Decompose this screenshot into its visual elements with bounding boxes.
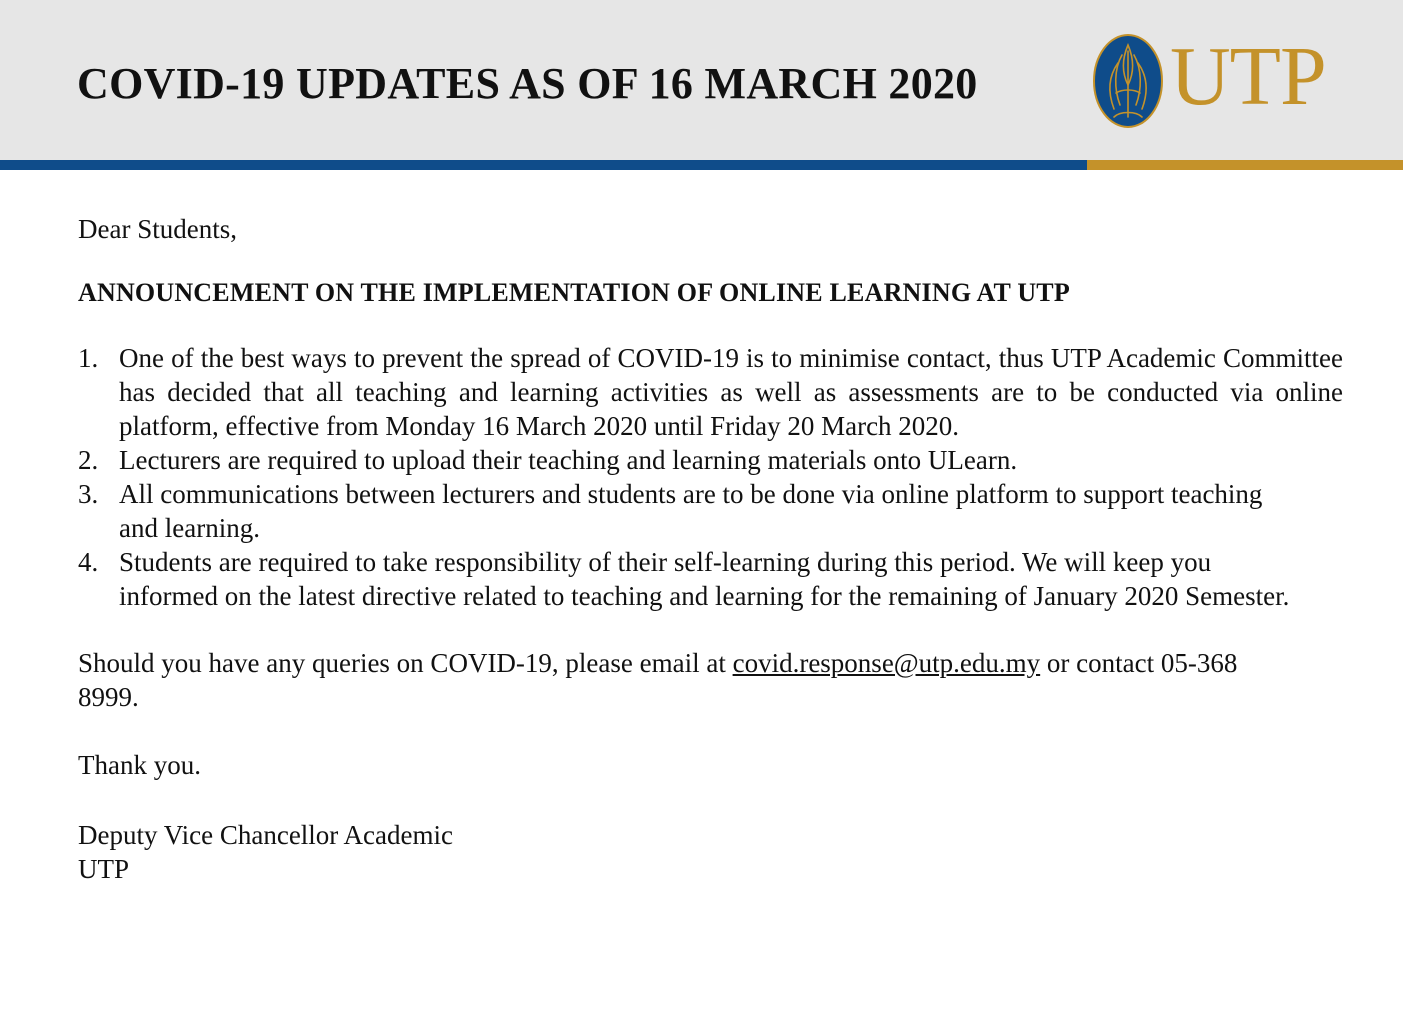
list-item-number: 4. xyxy=(78,547,99,577)
list-item xyxy=(78,545,1344,613)
contact-suffix: or contact 05-368 8999. xyxy=(78,648,1238,712)
page-title: COVID-19 UPDATES AS OF 16 MARCH 2020 xyxy=(77,59,978,108)
announcement-subject: ANNOUNCEMENT ON THE IMPLEMENTATION OF ONLINE LEARNING AT UTP xyxy=(78,278,1070,307)
signature-block xyxy=(78,818,1344,886)
utp-logo xyxy=(1092,30,1342,133)
letter-body xyxy=(78,212,1344,886)
list-item-number: 2. xyxy=(78,445,99,475)
utp-emblem-icon xyxy=(1092,33,1164,129)
list-item xyxy=(78,341,1344,443)
announcement-points xyxy=(78,341,1344,613)
divider-secondary xyxy=(1087,160,1403,170)
list-item xyxy=(78,477,1344,545)
list-item-text: One of the best ways to prevent the spread of COVID-19 is to minimise contact, thus UTP Academic Committee has decided that all teaching and learning activities as well as assessments are to be conducted via online platform, effective from Monday 16 March 2020 until Friday 20 March 2020. xyxy=(119,343,1343,441)
list-item xyxy=(78,443,1344,477)
contact-prefix: Should you have any queries on COVID-19, please email at xyxy=(78,648,733,678)
list-item-number: 3. xyxy=(78,479,99,509)
list-item-text: All communications between lecturers and students are to be done via online platform to support teaching and learning. xyxy=(119,479,1263,543)
header-banner xyxy=(0,0,1403,160)
signature-org: UTP xyxy=(78,854,130,884)
contact-email-link[interactable]: covid.response@utp.edu.my xyxy=(732,648,1041,678)
list-item-text: Students are required to take responsibility of their self-learning during this period. We will keep you informed on the latest directive related to teaching and learning for the remaining of January 2020 Semester. xyxy=(119,547,1290,611)
salutation: Dear Students, xyxy=(78,214,237,244)
contact-paragraph xyxy=(78,646,1288,714)
signature-title: Deputy Vice Chancellor Academic xyxy=(78,820,453,850)
list-item-text: Lecturers are required to upload their teaching and learning materials onto ULearn. xyxy=(119,445,1018,475)
closing-text: Thank you. xyxy=(78,750,201,780)
list-item-number: 1. xyxy=(78,343,99,373)
divider-primary xyxy=(0,160,1087,170)
utp-logo-text: UTP xyxy=(1170,30,1326,123)
